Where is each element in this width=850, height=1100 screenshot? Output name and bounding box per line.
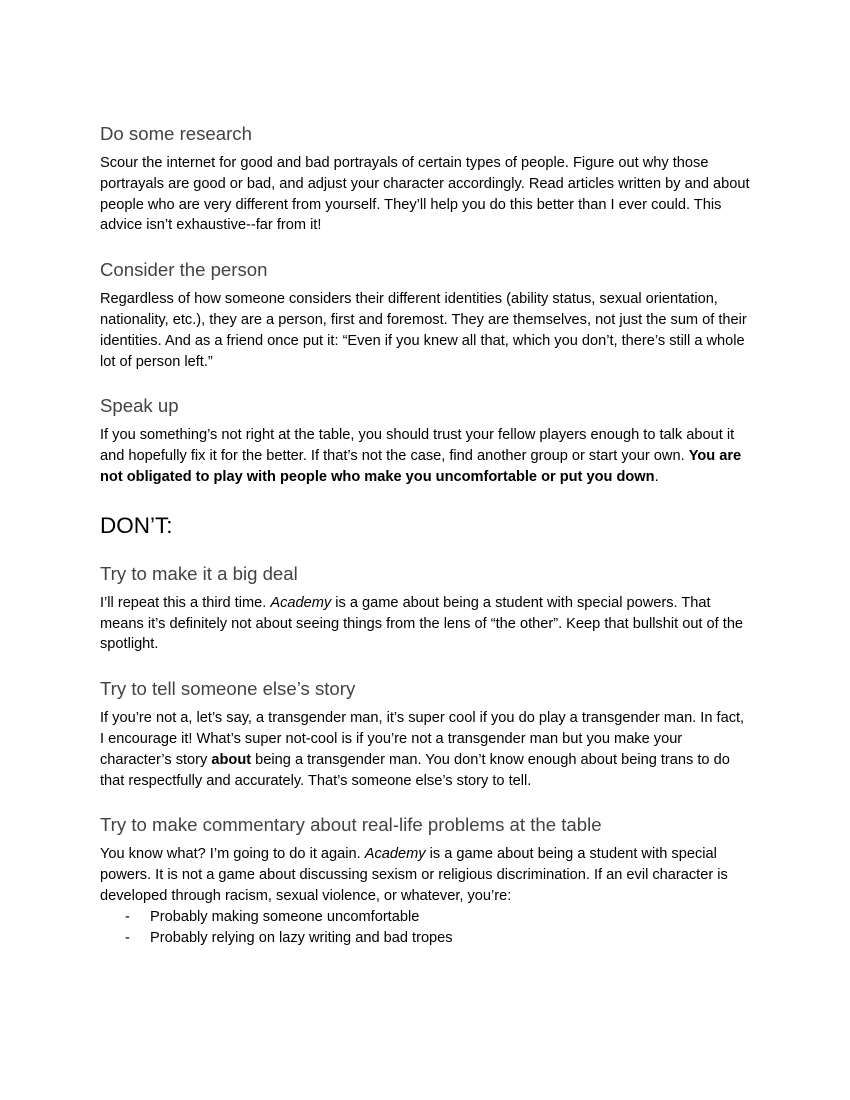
- section-body: [100, 425, 752, 487]
- section-heading: Try to make it a big deal: [100, 562, 298, 584]
- body-text: .: [654, 468, 659, 485]
- section-heading: Try to tell someone else’s story: [100, 678, 356, 700]
- section-consider-the-person: [100, 257, 752, 372]
- document-page: [100, 121, 752, 948]
- dash-bullet: -: [125, 908, 130, 925]
- list-item-text: Probably making someone uncomfortable: [150, 908, 420, 925]
- section-do-some-research: [100, 121, 752, 236]
- section-heading: Try to make commentary about real-life problems at the table: [100, 814, 602, 836]
- body-text: is a game about being a student with special powers. That means it’s definitely not about seeing things from the lens of “the other”. Keep that bullshit out of the spotlight.: [100, 594, 744, 653]
- section-heading: Speak up: [100, 395, 179, 417]
- body-italic-text: Academy: [270, 594, 332, 611]
- list-item: [100, 928, 752, 949]
- body-italic-text: Academy: [364, 846, 426, 863]
- section-body: [100, 844, 752, 906]
- body-text: I’ll repeat this a third time.: [100, 594, 271, 611]
- body-text: is a game about being a student with special powers. It is not a game about discussing sexism or religious discrimination. If an evil character is developed through racism, sexual violence, or whatever, you’re:: [100, 846, 728, 904]
- section-heading: Do some research: [100, 123, 252, 144]
- body-text: If you something’s not right at the table, you should trust your fellow players enough to talk about it and hopefully fix it for the better. If that’s not the case, find another group or start your own.: [100, 427, 735, 465]
- section-body: [100, 708, 752, 791]
- dash-list: [100, 907, 752, 949]
- list-item-text: Probably relying on lazy writing and bad tropes: [150, 929, 453, 946]
- section-heading: Consider the person: [100, 259, 268, 281]
- body-text: You know what? I’m going to do it again.: [100, 846, 365, 863]
- dash-bullet: -: [125, 929, 130, 946]
- section-speak-up: [100, 393, 752, 487]
- section-body: Regardless of how someone considers their different identities (ability status, sexual orientation, nationality, etc.), they are a person, first and foremost. They are themselves, not just the sum of their identities. And as a friend once put it: “Even if you knew all that, which you don’t, there’s still a whole lot of person left.”: [100, 291, 747, 370]
- list-item: [100, 907, 752, 928]
- section-body: Scour the internet for good and bad portrayals of certain types of people. Figure out why those portrayals are good or bad, and adjust your character accordingly. Read articles written by and about people who are very different from yourself. They’ll help you do this better than I ever could. This advice isn’t exhaustive--far from it!: [100, 155, 750, 234]
- body-text: If you’re not a, let’s say, a transgender man, it’s super cool if you do play a transgender man. In fact, I encourage it! What’s super not-cool is if you’re not a transgender man but you make your character’s story: [100, 710, 745, 768]
- section-body: [100, 593, 752, 655]
- body-bold-text: about: [211, 751, 252, 768]
- body-bold-text: You are not obligated to play with people who make you uncomfortable or put you down: [100, 448, 742, 485]
- section-make-it-big-deal: [100, 561, 752, 655]
- body-text: being a transgender man. You don’t know enough about being trans to do that respectfully and accurately. That’s someone else’s story to tell.: [100, 751, 730, 789]
- section-real-life-problems: [100, 812, 752, 948]
- section-someone-elses-story: [100, 676, 752, 791]
- dont-title: DON’T:: [100, 512, 173, 538]
